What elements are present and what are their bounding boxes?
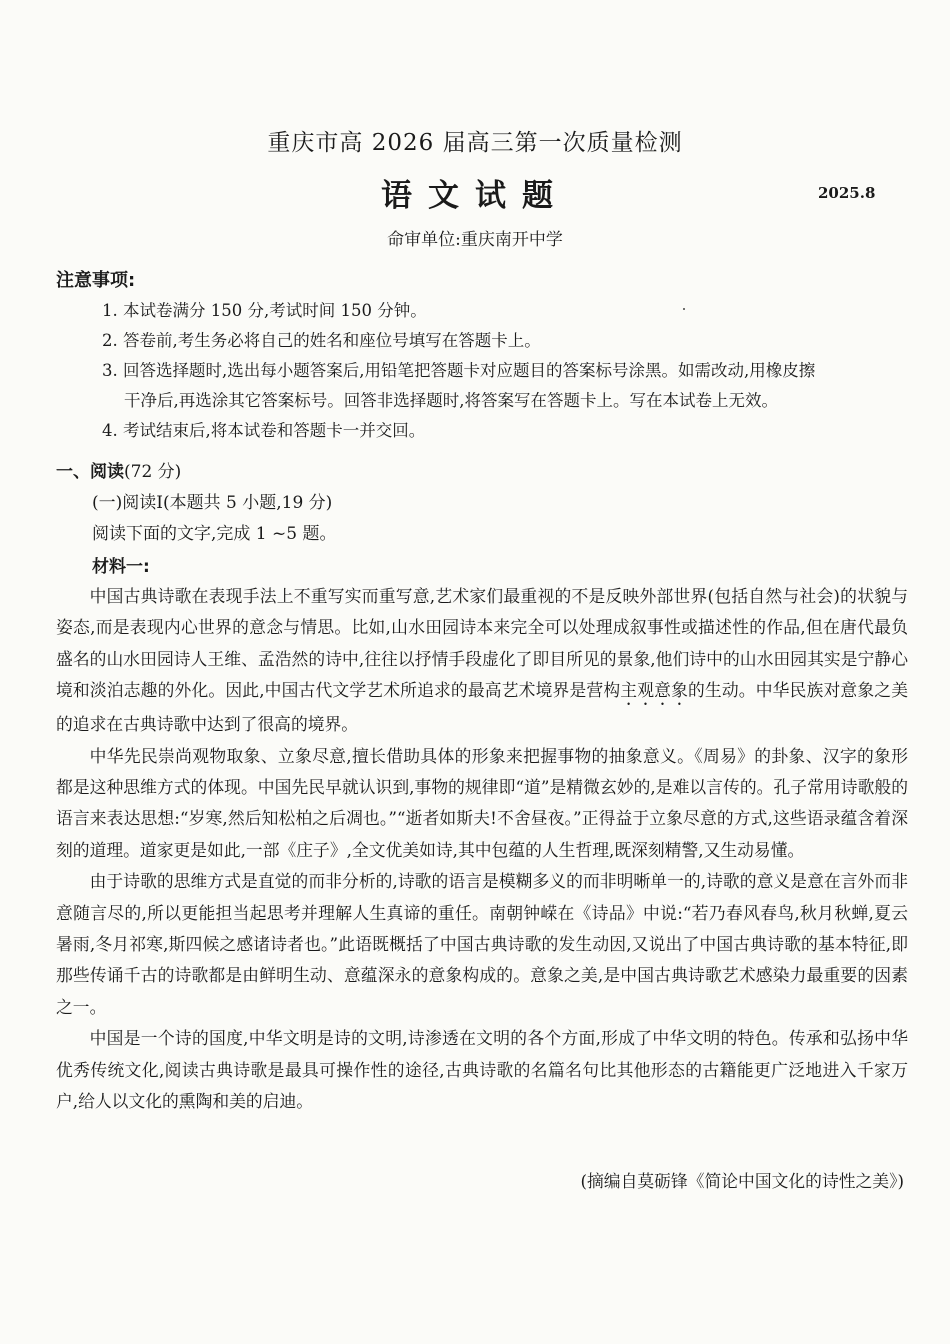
notice-item — [102, 356, 914, 416]
notice-item — [102, 326, 914, 356]
subject-title: 语文试题 — [381, 178, 569, 214]
passage-paragraph: 由于诗歌的思维方式是直觉的而非分析的,诗歌的语言是模糊多义的而非明晰单一的,诗歌的意义是意在言外而非意随言尽的,所以更能担当起思考并理解人生真谛的重任。南朝钟嵘在《诗品》中说:“若乃春风春鸟,秋月秋蝉,夏云暑雨,冬月祁寒,斯四候之感诸诗者也。”此语既概括了中国古典诗歌的发生动因,又说出了中国古典诗歌的基本特征,即那些传诵千古的诗歌都是由鲜明生动、意蕴深永的意象构成的。意象之美,是中国古典诗歌艺术感染力最重要的因素之一。 — [56, 871, 908, 1017]
notice-item — [102, 416, 914, 446]
passage-source: (摘编自莫砺锋《简论中国文化的诗性之美》) — [580, 1171, 904, 1191]
passage-paragraph: 中国是一个诗的国度,中华文明是诗的文明,诗渗透在文明的各个方面,形成了中华文明的特色。传承和弘扬中华优秀传统文化,阅读古典诗歌是最具可操作性的途径,古典诗歌的名篇名句比其他形态的古籍能更广泛地进入千家万户,给人以文化的熏陶和美的启迪。 — [56, 1028, 908, 1112]
notice-item — [102, 296, 914, 326]
notice-item-continuation: 干净后,再选涂其它答案标号。回答非选择题时,将答案写在答题卡上。写在本试卷上无效。 — [124, 391, 778, 410]
notice-list — [102, 296, 914, 446]
section-heading — [56, 457, 181, 482]
author-unit: 命审单位:重庆南开中学 — [387, 230, 563, 250]
reading-instruction: 阅读下面的文字,完成 1 ~5 题。 — [92, 524, 337, 544]
material-label: 材料一: — [92, 557, 150, 577]
notice-item-text: 2. 答卷前,考生务必将自己的姓名和座位号填写在答题卡上。 — [102, 331, 541, 350]
notice-heading: 注意事项: — [56, 270, 136, 291]
section-heading-score: (72 分) — [124, 462, 182, 482]
notice-item-text: 3. 回答选择题时,选出每小题答案后,用铅笔把答题卡对应题目的答案标号涂黑。如需改动,用橡皮擦 — [102, 361, 816, 380]
passage-paragraph: 中华先民崇尚观物取象、立象尽意,擅长借助具体的形象来把握事物的抽象意义。《周易》的卦象、汉字的象形都是这种思维方式的体现。中国先民早就认识到,事物的规律即“道”是精微玄妙的,是难以言传的。孔子常用诗歌般的语言来表达思想:“岁寒,然后知松柏之后凋也。”“逝者如斯夫!不舍昼夜。”正得益于立象尽意的方式,这些语录蕴含着深刻的道理。道家更是如此,一部《庄子》,全文优美如诗,其中包蕴的人生哲理,既深刻精警,又生动易懂。 — [56, 745, 908, 860]
passage-text: 的生动。中华民族对意象之美的追求在古典诗歌中达到了很高的境界。 — [56, 680, 908, 735]
exam-date: 2025.8 — [818, 184, 876, 202]
passage-text: 中国古典诗歌在表现手法上不重写实而重写意,艺术家们最重视的不是反映外部世界(包括自然与社会)的状貌与姿态,而是表现内心世界的意念与情思。比如,山水田园诗本来完全可以处理成叙事性或描述性的作品,但在唐代最负盛名的山水田园诗人王维、孟浩然的诗中,往往以抒情手段虚化了即目所见的景象,他们诗中的山水田园其实是宁静心境和淡泊志趣的外化。因此,中国古代文学艺术所追求的最高艺术境界是营构 — [56, 586, 908, 701]
passage-paragraph — [56, 581, 908, 741]
notice-item-text: 4. 考试结束后,将本试卷和答题卡一并交回。 — [102, 421, 426, 440]
passage-body — [56, 581, 908, 1118]
notice-item-text: 1. 本试卷满分 150 分,考试时间 150 分钟。 — [102, 301, 427, 320]
exam-name: 重庆市高 2026 届高三第一次质量检测 — [267, 130, 683, 156]
sub-heading: (一)阅读Ⅰ(本题共 5 小题,19 分) — [92, 493, 333, 513]
emphasized-phrase: 主观意象 — [620, 680, 688, 701]
section-heading-title: 一、阅读 — [56, 462, 124, 482]
